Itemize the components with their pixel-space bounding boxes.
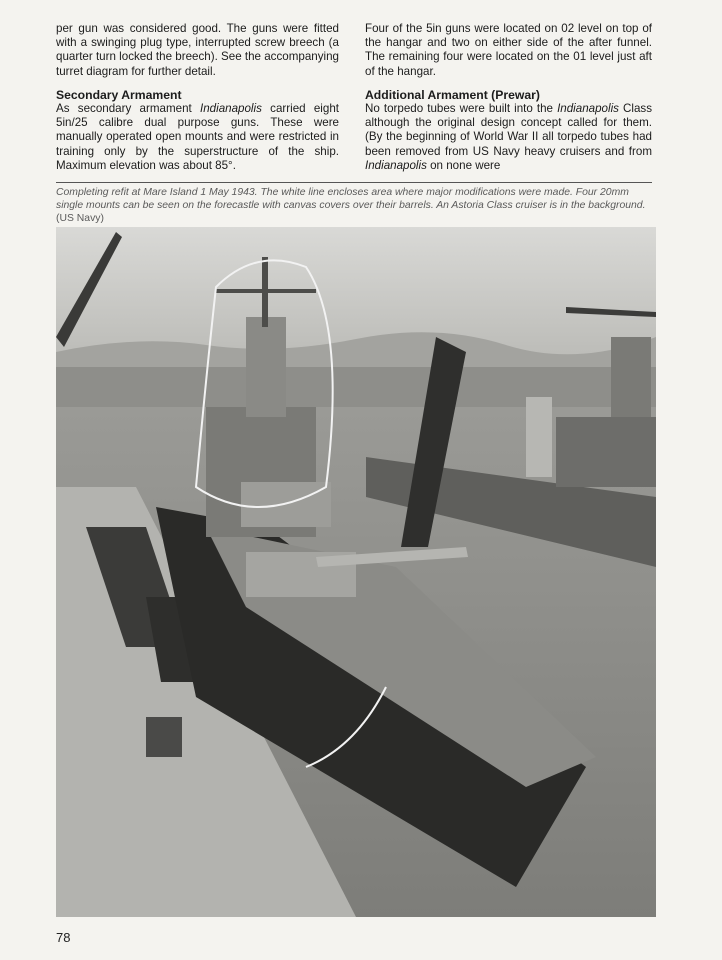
shore-town [56, 367, 656, 407]
caption-divider [56, 182, 652, 183]
pier-jeep [146, 717, 182, 757]
background-funnel [526, 397, 552, 477]
left-intro-paragraph: per gun was considered good. The guns were fitted with a swinging plug type, interrupted screw breech (a quarter turn locked the breech). See the accompanying turret diagram for further detail. [56, 22, 339, 78]
paragraph-text: on none were [426, 158, 501, 172]
background-cruiser-superstructure [556, 417, 656, 487]
mast-yard [216, 289, 316, 293]
caption-credit: (US Navy) [56, 213, 104, 224]
ship-name: Indianapolis [365, 158, 427, 172]
secondary-armament-paragraph [56, 102, 339, 173]
paragraph-text: As secondary armament [56, 102, 200, 116]
page-number: 78 [56, 930, 71, 945]
background-cruiser-mast [611, 337, 651, 417]
drydock-photo-illustration [56, 227, 656, 917]
left-text-column [56, 22, 339, 173]
additional-armament-heading: Additional Armament (Prewar) [365, 87, 540, 102]
caption-text: Completing refit at Mare Island 1 May 1943. The white line encloses area where major modifications were made. Four 20mm single mounts can be seen on the forecastle with canvas covers over their barrels. An Astoria Class cruiser is in the background. [56, 187, 646, 211]
paragraph-text: carried eight 5in/25 calibre dual purpose guns. These were manually operated open mounts and were restricted in training only by the superstructure of the ship. Maximum elevation was about 85°. [56, 102, 339, 172]
right-intro-paragraph: Four of the 5in guns were located on 02 level on top of the hangar and two on either side of the after funnel. The remaining four were located on the 01 level just aft of the hangar. [365, 22, 652, 78]
warship-photo [56, 227, 656, 917]
paragraph-text: Class although the original design concept called for them. (By the beginning of World War II all torpedo tubes had been removed from US Navy heavy cruisers and from [365, 102, 652, 158]
sky [56, 227, 656, 357]
photo-caption [56, 186, 654, 225]
paragraph-text: No torpedo tubes were built into the [365, 102, 558, 116]
ship-name: Indianapolis [557, 102, 619, 116]
right-text-column [365, 22, 652, 173]
additional-armament-paragraph [365, 102, 652, 173]
secondary-armament-heading: Secondary Armament [56, 87, 182, 102]
ship-name: Indianapolis [200, 102, 262, 116]
ship-bridge [246, 317, 286, 417]
